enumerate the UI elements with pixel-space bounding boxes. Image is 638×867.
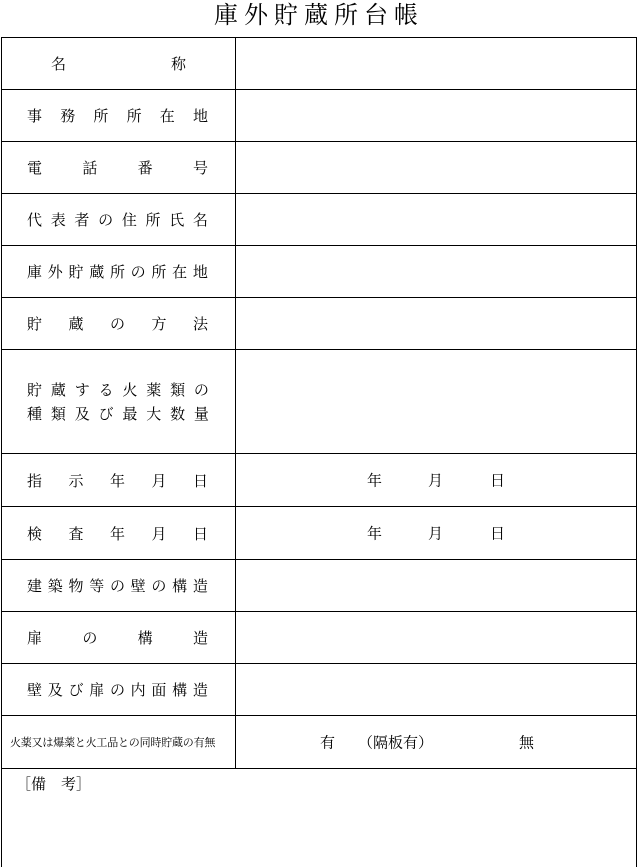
label-representative: 代 表 者 の 住 所 氏 名 [27,211,208,229]
row-wall-structure [2,560,637,612]
value-inner-structure[interactable] [236,664,637,716]
row-office [2,90,637,142]
value-explosives[interactable] [236,350,637,454]
label-office: 事 務 所 所 在 地 [27,107,208,125]
row-storage-location [2,246,637,298]
label-name: 名 称 [51,55,186,73]
row-explosives [2,350,637,454]
row-instruction-date [2,454,637,507]
page-title: 庫外貯蔵所台帳 [214,1,424,29]
value-office[interactable] [236,90,637,142]
row-representative [2,194,637,246]
instruction-month-unit: 月 [428,471,444,490]
label-simultaneous-storage: 火薬又は爆薬と火工品との同時貯蔵の有無 [10,736,216,749]
remarks-label: ［備 考］ [16,775,92,793]
register-table [1,37,637,867]
label-storage-location: 庫 外 貯 蔵 所 の 所 在 地 [27,263,208,281]
instruction-day-unit: 日 [490,471,506,490]
row-simultaneous-storage [2,716,637,769]
instruction-year-unit: 年 [367,471,383,490]
inspection-year-unit: 年 [367,524,383,543]
label-phone: 電 話 番 号 [27,159,208,177]
row-inner-structure [2,664,637,716]
value-representative[interactable] [236,194,637,246]
row-phone [2,142,637,194]
row-name [2,38,637,90]
label-storage-method: 貯 蔵 の 方 法 [27,315,208,333]
label-door-structure: 扉 の 構 造 [27,629,208,647]
label-inspection-date: 検 査 年 月 日 [27,524,208,543]
row-door-structure [2,612,637,664]
value-phone[interactable] [236,142,637,194]
value-storage-method[interactable] [236,298,637,350]
row-storage-method [2,298,637,350]
option-partition: （隔板有） [358,733,434,752]
label-instruction-date: 指 示 年 月 日 [27,471,208,490]
label-inner-structure: 壁 及 び 扉 の 内 面 構 造 [27,681,208,699]
label-explosives [2,378,235,426]
value-door-structure[interactable] [236,612,637,664]
value-inspection-date[interactable] [236,507,637,560]
value-storage-location[interactable] [236,246,637,298]
label-wall-structure: 建 築 物 等 の 壁 の 構 造 [27,577,208,595]
row-remarks [2,769,637,867]
inspection-day-unit: 日 [490,524,506,543]
label-explosives-line-2: 種 類 及 び 最 大 数 量 [27,404,209,423]
option-no[interactable]: 無 [519,733,535,752]
option-yes[interactable]: 有 [320,733,336,752]
label-explosives-line-1: 貯 蔵 す る 火 薬 類 の [27,380,209,399]
value-simultaneous-storage [236,716,637,769]
value-name[interactable] [236,38,637,90]
remarks-box[interactable] [2,769,637,867]
value-wall-structure[interactable] [236,560,637,612]
inspection-month-unit: 月 [428,524,444,543]
value-instruction-date[interactable] [236,454,637,507]
row-inspection-date [2,507,637,560]
